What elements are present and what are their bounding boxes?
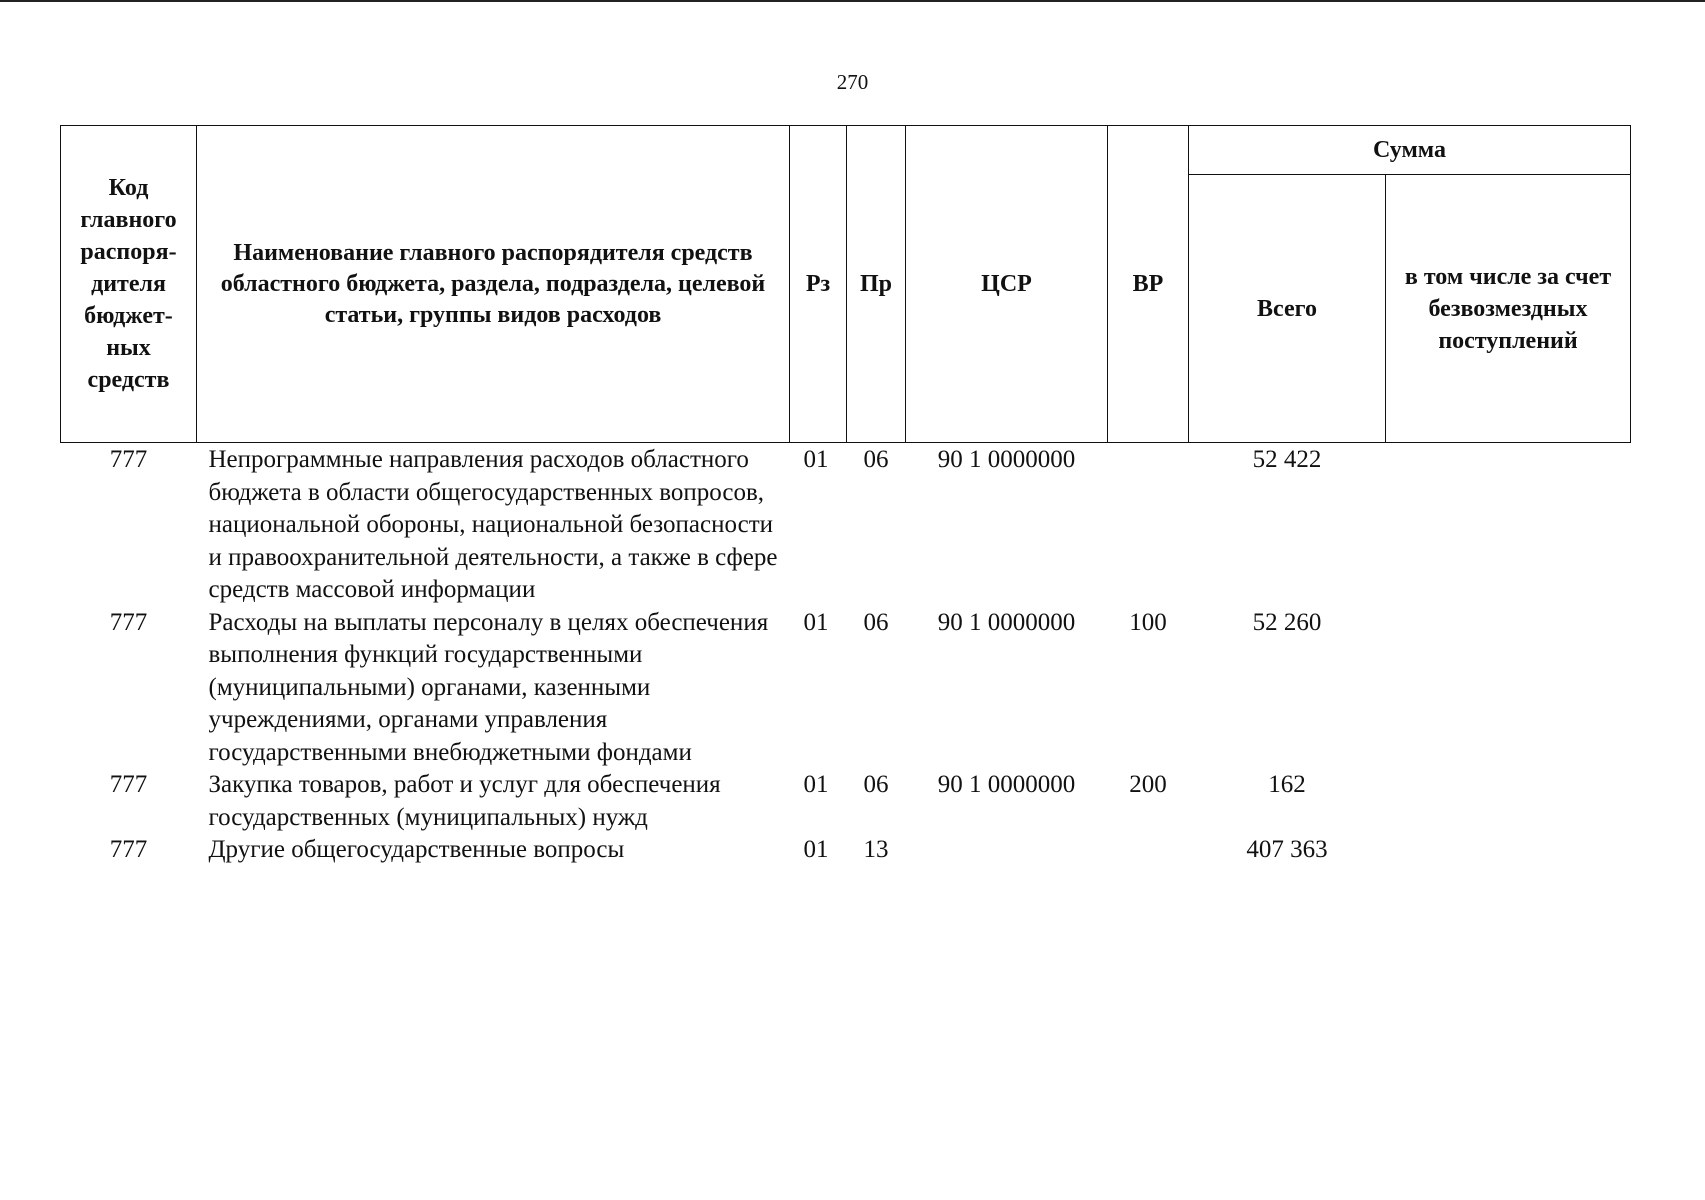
- table-row: [61, 607, 1631, 770]
- table-row: [61, 834, 1631, 867]
- cell-pr: 06: [863, 446, 889, 473]
- header-code: Код главного распоря-дителя бюджет-ных средств: [61, 126, 197, 443]
- table-body: [61, 443, 1631, 867]
- cell-code: 777: [109, 608, 148, 636]
- cell-code: 777: [109, 446, 148, 473]
- cell-name: Расходы на выплаты персоналу в целях обеспечения выполнения функций государственными (муниципальными) органами, казенными учреждениями, органами управления государственными внебюджетными фондами: [208, 608, 769, 766]
- table-header: [61, 126, 1631, 443]
- header-free: в том числе за счет безвозмездных поступлений: [1386, 175, 1631, 443]
- cell-rz: 01: [803, 608, 829, 636]
- cell-pr: 13: [863, 836, 889, 863]
- page-number: 270: [836, 70, 869, 94]
- cell-rz: 01: [803, 771, 829, 798]
- header-vr: ВР: [1108, 126, 1189, 443]
- cell-name: Закупка товаров, работ и услуг для обеспечения государственных (муниципальных) нужд: [208, 771, 721, 831]
- cell-name: Другие общегосударственные вопросы: [208, 836, 625, 863]
- cell-free: [1386, 834, 1631, 867]
- cell-vr: [1108, 834, 1189, 867]
- header-sum: Сумма: [1189, 126, 1631, 175]
- cell-rz: 01: [803, 836, 829, 863]
- cell-csr: 90 1 0000000: [937, 771, 1076, 798]
- cell-pr: 06: [863, 771, 889, 798]
- table-row: [61, 769, 1631, 834]
- budget-table: [60, 125, 1631, 867]
- header-name: Наименование главного распорядителя средств областного бюджета, раздела, подраздела, целевой статьи, группы видов расходов: [197, 126, 790, 443]
- cell-free: [1386, 607, 1631, 770]
- cell-pr: 06: [863, 608, 889, 636]
- table-row: [61, 443, 1631, 607]
- cell-code: 777: [109, 836, 148, 863]
- header-csr: ЦСР: [906, 126, 1108, 443]
- cell-total: 407 363: [1246, 836, 1328, 863]
- cell-total: 52 260: [1252, 608, 1322, 636]
- header-total: Всего: [1189, 175, 1386, 443]
- top-rule: [0, 0, 1705, 2]
- cell-total: 52 422: [1252, 446, 1322, 473]
- cell-csr: [906, 834, 1108, 867]
- cell-code: 777: [109, 771, 148, 798]
- cell-rz: 01: [803, 446, 829, 473]
- cell-total: 162: [1268, 771, 1306, 798]
- cell-name: Непрограммные направления расходов областного бюджета в области общегосударственных вопросов, национальной обороны, национальной безопасности и правоохранительной деятельности, а также в сфере средств массовой информации: [208, 446, 778, 603]
- cell-vr: [1108, 443, 1189, 607]
- cell-csr: 90 1 0000000: [937, 608, 1076, 636]
- cell-vr: 200: [1129, 771, 1167, 798]
- header-pr: Пр: [847, 126, 906, 443]
- header-rz: Рз: [790, 126, 847, 443]
- cell-vr: 100: [1129, 608, 1167, 636]
- cell-free: [1386, 443, 1631, 607]
- cell-csr: 90 1 0000000: [937, 446, 1076, 473]
- cell-free: [1386, 769, 1631, 834]
